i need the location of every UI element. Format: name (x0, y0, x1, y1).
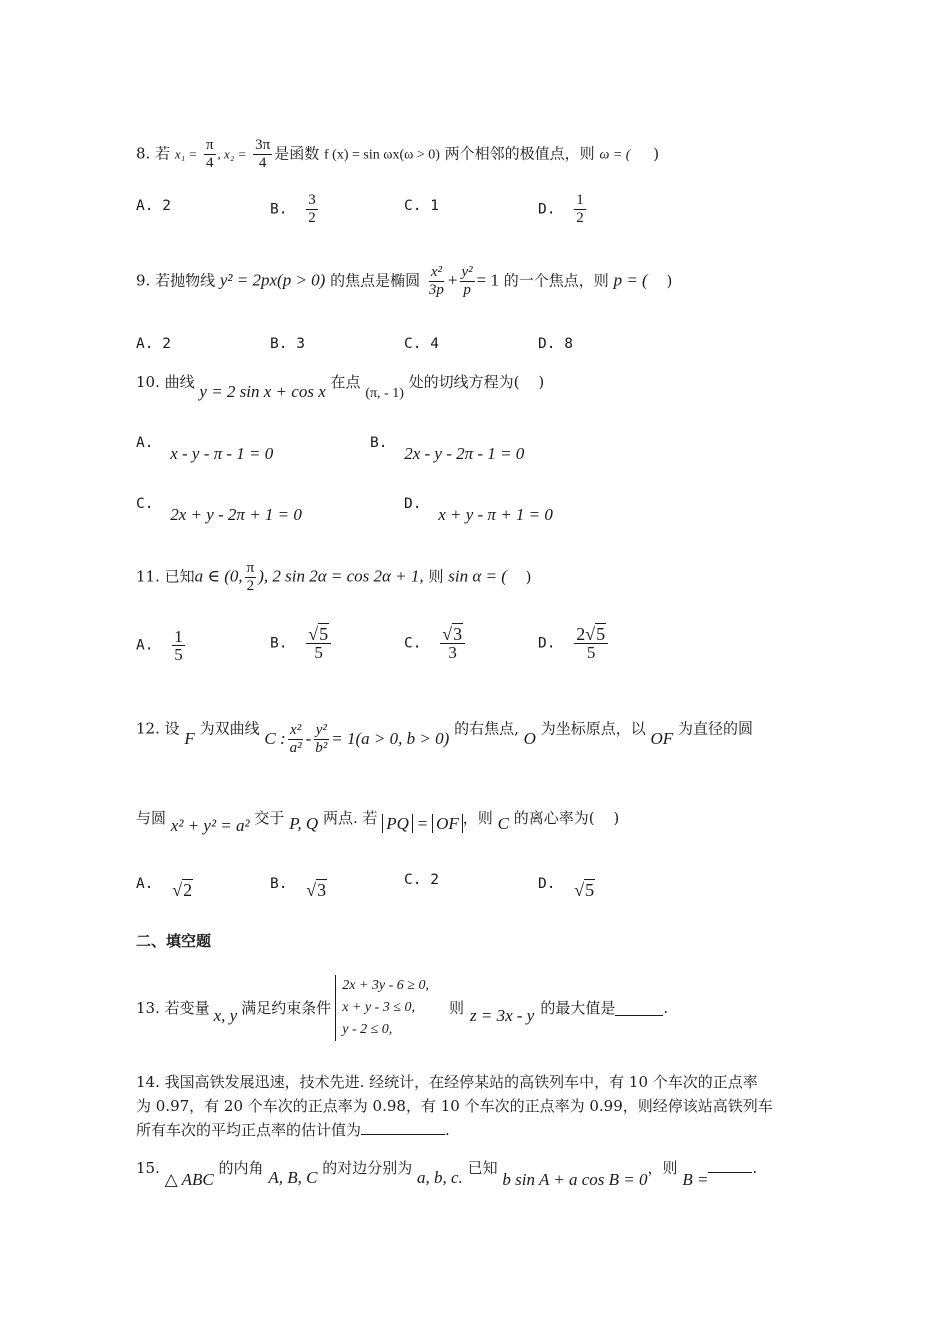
q11-domain: a ∈ (0, (194, 566, 243, 586)
q8-option-a[interactable]: A. 2 (136, 198, 171, 214)
q12-focus-F: F (184, 728, 195, 748)
q12-option-c[interactable]: C. 2 (404, 872, 439, 888)
q8-post: 两个相邻的极值点，则 (444, 144, 595, 163)
q13-objective: z = 3x - y (469, 1006, 535, 1025)
q13-answer-blank[interactable] (615, 1001, 663, 1016)
q10-option-a[interactable]: A. x - y - π - 1 = 0 (136, 435, 274, 463)
q15-answer-blank[interactable] (708, 1158, 752, 1173)
q11-option-c[interactable]: C. $\frac{√3}{3}$ (404, 626, 467, 661)
q9-p: p = ( (613, 270, 648, 290)
q15-equation: b sin A + a cos B = 0 (502, 1170, 648, 1189)
q11-target: sin α = ( (448, 566, 507, 586)
q11-option-b[interactable]: B. $\frac{√5}{5}$ (270, 626, 333, 661)
section-heading-fill-blank: 二、填空题 (136, 932, 212, 950)
q10-option-c[interactable]: C. 2x + y - 2π + 1 = 0 (136, 496, 302, 524)
q12-origin-O: O (523, 728, 536, 748)
q11-stem: 11. 已知a ∈ (0, $\frac{\pi}{2}$ ), 2 sin 2α = cos 2α + 1, 则 sin α = ( ) (136, 560, 532, 594)
q8-option-b[interactable]: B. $\frac{3}{2}$ (270, 192, 316, 226)
q10-option-b[interactable]: B. 2x - y - 2π - 1 = 0 (370, 435, 525, 463)
q12-option-a[interactable]: A. √2 (136, 876, 193, 900)
q9-option-c[interactable]: C. 4 (404, 336, 439, 352)
q12-option-b[interactable]: B. √3 (270, 876, 327, 900)
q9-stem: 9. 若抛物线 y² = 2px(p > 0) 的焦点是椭圆 $\frac{\text{x²}}{3p}$ + $\frac{\text{y²}}{p}$ = 1 的一个焦点，则 p = ( ) (136, 264, 673, 298)
q9-ellipse-y: $\frac{\text{y²}}{p}$ (461, 264, 473, 298)
q8-prefix: 8. 若 (136, 144, 171, 163)
q8-x2: , x₂ = (217, 146, 247, 162)
q11-option-d[interactable]: D. $\frac{2√5}{5}$ (538, 626, 610, 661)
q8-omega: ω = ( (599, 147, 631, 163)
q15-stem: 15. △ ABC 的内角 A, B, C 的对边分别为 a, b, c. 已知 b sin A + a cos B = 0，则 B =. (136, 1159, 758, 1189)
q13-stem: 13. 若变量 x, y 满足约束条件 2x + 3y - 6 ≥ 0, x + y - 3 ≤ 0, y - 2 ≤ 0, 则 z = 3x - y 的最大值是 . (136, 975, 668, 1041)
q10-stem: 10. 曲线 y = 2 sin x + cos x 在点 (π, - 1) 处的切线方程为( ) (136, 373, 545, 401)
q8-x1: x₁ = (174, 146, 198, 162)
q14-answer-blank[interactable] (361, 1120, 445, 1135)
q8-mid: 是函数 (274, 144, 320, 163)
q12-hyperbola: = 1(a > 0, b > 0) (331, 728, 450, 748)
q12-stem-line2: 与圆 x² + y² = a² 交于 P, Q 两点. 若 PQ = OF ，则 C 的离心率为( ) (136, 809, 620, 835)
q13-constraints: 2x + 3y - 6 ≥ 0, x + y - 3 ≤ 0, y - 2 ≤ 0, (335, 975, 429, 1041)
q8-func: f (x) = sin ωx(ω > 0) (324, 147, 440, 163)
q11-option-a[interactable]: A. $\frac{1}{5}$ (136, 627, 183, 664)
q9-option-b[interactable]: B. 3 (270, 336, 305, 352)
q9-option-a[interactable]: A. 2 (136, 336, 171, 352)
q12-stem-line1: 12. 设 F 为双曲线 C : $\frac{\text{x²}}{\text{a²}}$ - $\frac{\text{y²}}{\text{b²}}$ = 1(a > 0, b > 0) 的右焦点, O 为坐标原点，以 OF 为直径的圆 (136, 719, 753, 756)
q8-option-c[interactable]: C. 1 (404, 198, 439, 214)
q9-ellipse-x: $\frac{\text{x²}}{3p}$ (428, 264, 444, 298)
q9-parabola: y² = 2px(p > 0) (219, 270, 326, 290)
q10-point: (π, - 1) (365, 386, 404, 401)
q8-pi-over-4: $\frac{\pi}{4}$ (205, 137, 214, 171)
q8-3pi-over-4: $\frac{3\pi}{4}$ (255, 137, 271, 171)
q9-option-d[interactable]: D. 8 (538, 336, 573, 352)
q8-stem: 8. 若 x₁ = $\frac{\pi}{4}$ , x₂ = $\frac{3\pi}{4}$ 是函数 f (x) = sin ωx(ω > 0) 两个相邻的极值点，则 ω = ( ) (136, 137, 660, 171)
q12-circle: x² + y² = a² (170, 816, 250, 835)
q10-option-d[interactable]: D. x + y - π + 1 = 0 (404, 496, 553, 524)
q10-curve: y = 2 sin x + cos x (199, 382, 326, 401)
q8-option-d[interactable]: D. $\frac{1}{2}$ (538, 192, 584, 226)
q11-equation: ), 2 sin 2α = cos 2α + 1, (258, 566, 424, 586)
q15-triangle: △ ABC (164, 1170, 214, 1189)
q12-option-d[interactable]: D. √5 (538, 876, 595, 900)
q14-stem: 14. 我国高铁发展迅速，技术先进. 经统计，在经停某站的高铁列车中，有 10 个车次的正点率 为 0.97，有 20 个车次的正点率为 0.98，有 10 个车次的正点率为 0.99，则经停该站高铁列车 所有车次的平均正点率的估计值为 . (136, 1073, 773, 1139)
